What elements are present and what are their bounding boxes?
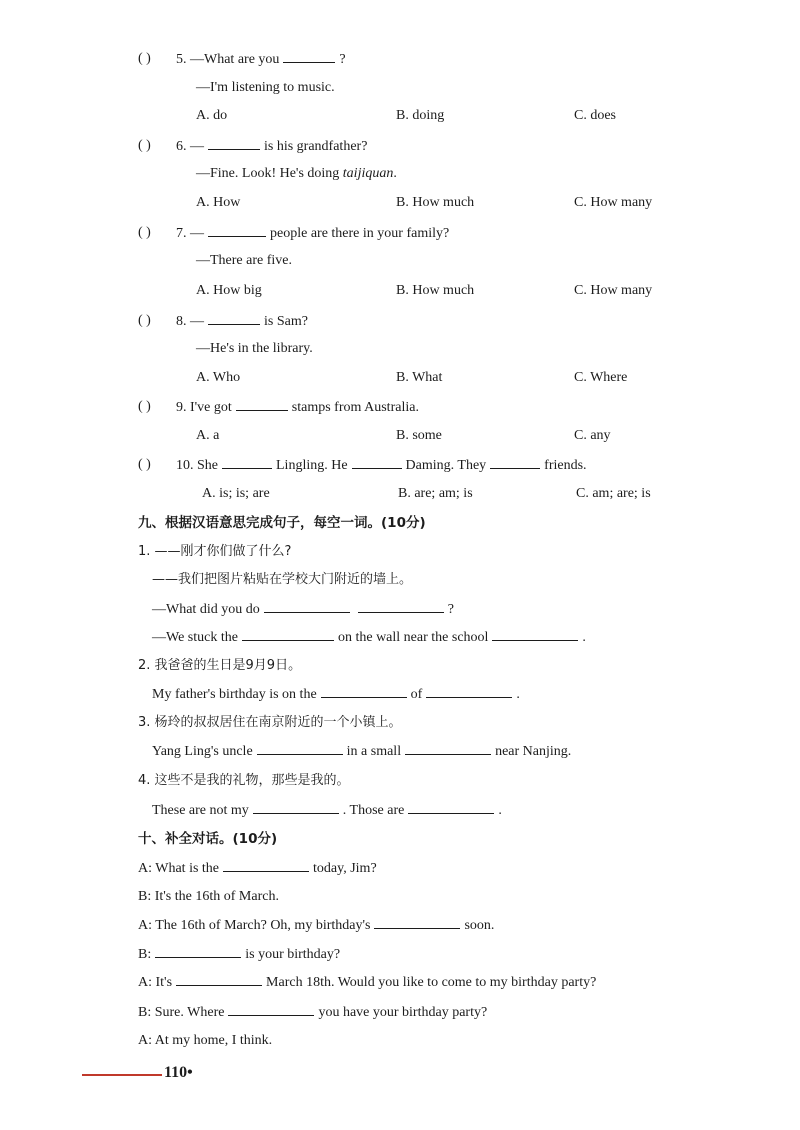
question-8-end: is Sam? (264, 314, 308, 329)
dialog-6-end: you have your birthday party? (318, 1005, 488, 1020)
dialog-1-pre: A: What is the (138, 861, 220, 876)
answer-paren-6[interactable]: ( ) (138, 138, 151, 153)
section-9-title: 九、根据汉语意思完成句子，每空一词。(10分) (138, 515, 426, 531)
s9-item3-en-pre: Yang Ling's uncle (152, 744, 253, 759)
question-6-text: 6. — (176, 139, 204, 154)
blank-s9-1a[interactable] (264, 600, 350, 613)
answer-paren-5[interactable]: ( ) (138, 51, 151, 66)
s9-item1-cn-line1: 1. ——刚才你们做了什么? (138, 544, 292, 559)
blank-s9-1d[interactable] (492, 628, 578, 641)
s9-item4-cn: 4. 这些不是我的礼物，那些是我的。 (138, 773, 350, 788)
question-10-part3: Daming. They (405, 458, 487, 473)
s9-item1-en2-mid: on the wall near the school (337, 630, 489, 645)
s9-item4-en-end: . (498, 803, 502, 818)
s9-item3-en-end: near Nanjing. (495, 744, 572, 759)
dialog-6-pre: B: Sure. Where (138, 1005, 225, 1020)
option-8c[interactable]: C. Where (574, 370, 628, 385)
s9-item1-cn-line2: ——我们把图片粘贴在学校大门附近的墙上。 (152, 572, 413, 587)
question-8-stem (176, 312, 308, 331)
page-number-dot: • (187, 1064, 193, 1081)
option-5a[interactable]: A. do (196, 108, 228, 123)
question-7-answer: —There are five. (196, 253, 292, 268)
answer-paren-10[interactable]: ( ) (138, 457, 151, 472)
page-number-rule (82, 1074, 162, 1076)
question-6-end: is his grandfather? (264, 139, 368, 154)
blank-s10-6[interactable] (228, 1003, 314, 1016)
question-10-part1: 10. She (176, 458, 218, 473)
section-10-title: 十、补全对话。(10分) (138, 831, 278, 847)
s9-item2-en-end: . (516, 687, 520, 702)
question-10-stem (176, 456, 587, 475)
dialog-line-1 (138, 859, 377, 878)
option-5b[interactable]: B. doing (396, 108, 445, 123)
s9-item4-en-pre: These are not my (152, 803, 249, 818)
question-8-answer: —He's in the library. (196, 341, 313, 356)
answer-6-post: . (393, 166, 397, 181)
s9-item2-en (152, 685, 520, 704)
blank-9[interactable] (236, 398, 288, 411)
option-6b[interactable]: B. How much (396, 195, 475, 210)
s9-item3-cn: 3. 杨玲的叔叔居住在南京附近的一个小镇上。 (138, 715, 402, 730)
dialog-3-end: soon. (464, 918, 495, 933)
question-9-stem (176, 398, 419, 417)
s9-item2-cn: 2. 我爸爸的生日是9月9日。 (138, 658, 302, 673)
blank-10c[interactable] (490, 456, 540, 469)
blank-10b[interactable] (352, 456, 402, 469)
dialog-line-6 (138, 1003, 487, 1022)
s9-item4-en (152, 801, 502, 820)
blank-s10-4[interactable] (155, 945, 241, 958)
s9-item4-en-mid: . Those are (342, 803, 405, 818)
option-8a[interactable]: A. Who (196, 370, 241, 385)
blank-s10-1[interactable] (223, 859, 309, 872)
answer-paren-9[interactable]: ( ) (138, 399, 151, 414)
s9-item1-en-line2 (152, 628, 586, 647)
option-5c[interactable]: C. does (574, 108, 616, 123)
question-7-text: 7. — (176, 226, 204, 241)
answer-6-pre: —Fine. Look! He's doing (196, 166, 343, 181)
blank-8[interactable] (208, 312, 260, 325)
answer-paren-7[interactable]: ( ) (138, 225, 151, 240)
question-7-end: people are there in your family? (270, 226, 450, 241)
option-6a[interactable]: A. How (196, 195, 241, 210)
question-10-part2: Lingling. He (276, 458, 348, 473)
option-7b[interactable]: B. How much (396, 283, 475, 298)
s9-item1-en-line1 (152, 600, 454, 619)
s9-item2-en-mid: of (410, 687, 423, 702)
option-7c[interactable]: C. How many (574, 283, 653, 298)
question-5-end: ? (339, 52, 346, 67)
blank-s10-3[interactable] (374, 916, 460, 929)
blank-s9-4b[interactable] (408, 801, 494, 814)
dialog-line-7: A: At my home, I think. (138, 1033, 273, 1048)
question-5-text: 5. —What are you (176, 52, 280, 67)
s9-item1-en2-end: . (582, 630, 586, 645)
option-7a[interactable]: A. How big (196, 283, 262, 298)
option-8b[interactable]: B. What (396, 370, 443, 385)
dialog-line-4 (138, 945, 340, 964)
dialog-3-pre: A: The 16th of March? Oh, my birthday's (138, 918, 371, 933)
dialog-line-3 (138, 916, 494, 935)
option-9c[interactable]: C. any (574, 428, 611, 443)
answer-paren-8[interactable]: ( ) (138, 313, 151, 328)
question-6-stem (176, 137, 367, 156)
dialog-5-pre: A: It's (138, 975, 173, 990)
s9-item1-en2-pre: —We stuck the (152, 630, 238, 645)
dialog-line-2: B: It's the 16th of March. (138, 889, 279, 904)
option-10a[interactable]: A. is; is; are (202, 486, 270, 501)
dialog-5-end: March 18th. Would you like to come to my birthday party? (266, 975, 597, 990)
s9-item1-en1-end: ? (447, 602, 454, 617)
question-9-text: 9. I've got (176, 400, 232, 415)
blank-s9-1b[interactable] (358, 600, 444, 613)
blank-s9-4a[interactable] (253, 801, 339, 814)
dialog-4-pre: B: (138, 947, 152, 962)
blank-s9-1c[interactable] (242, 628, 334, 641)
question-10-part4: friends. (544, 458, 587, 473)
question-8-text: 8. — (176, 314, 204, 329)
blank-5[interactable] (283, 50, 335, 63)
blank-s9-3b[interactable] (405, 742, 491, 755)
option-10b[interactable]: B. are; am; is (398, 486, 473, 501)
s9-item2-en-pre: My father's birthday is on the (152, 687, 317, 702)
question-7-stem (176, 224, 449, 243)
option-9b[interactable]: B. some (396, 428, 442, 443)
option-9a[interactable]: A. a (196, 428, 220, 443)
blank-s9-3a[interactable] (257, 742, 343, 755)
option-6c[interactable]: C. How many (574, 195, 653, 210)
question-9-end: stamps from Australia. (291, 400, 419, 415)
question-5-stem (176, 50, 346, 69)
dialog-line-5 (138, 973, 596, 992)
blank-s9-2b[interactable] (426, 685, 512, 698)
blank-s10-5[interactable] (176, 973, 262, 986)
s9-item1-en1-pre: —What did you do (152, 602, 260, 617)
s9-item3-en (152, 742, 571, 761)
blank-6[interactable] (208, 137, 260, 150)
dialog-1-end: today, Jim? (313, 861, 377, 876)
page-number (164, 1064, 193, 1082)
option-10c[interactable]: C. am; are; is (576, 486, 651, 501)
answer-6-italic: taijiquan (342, 166, 394, 181)
blank-s9-2a[interactable] (321, 685, 407, 698)
question-6-answer (196, 165, 397, 183)
blank-7[interactable] (208, 224, 266, 237)
s9-item3-en-mid: in a small (346, 744, 402, 759)
blank-10a[interactable] (222, 456, 272, 469)
dialog-4-end: is your birthday? (245, 947, 341, 962)
question-5-answer: —I'm listening to music. (196, 80, 335, 95)
page-number-text: 110 (164, 1064, 188, 1081)
